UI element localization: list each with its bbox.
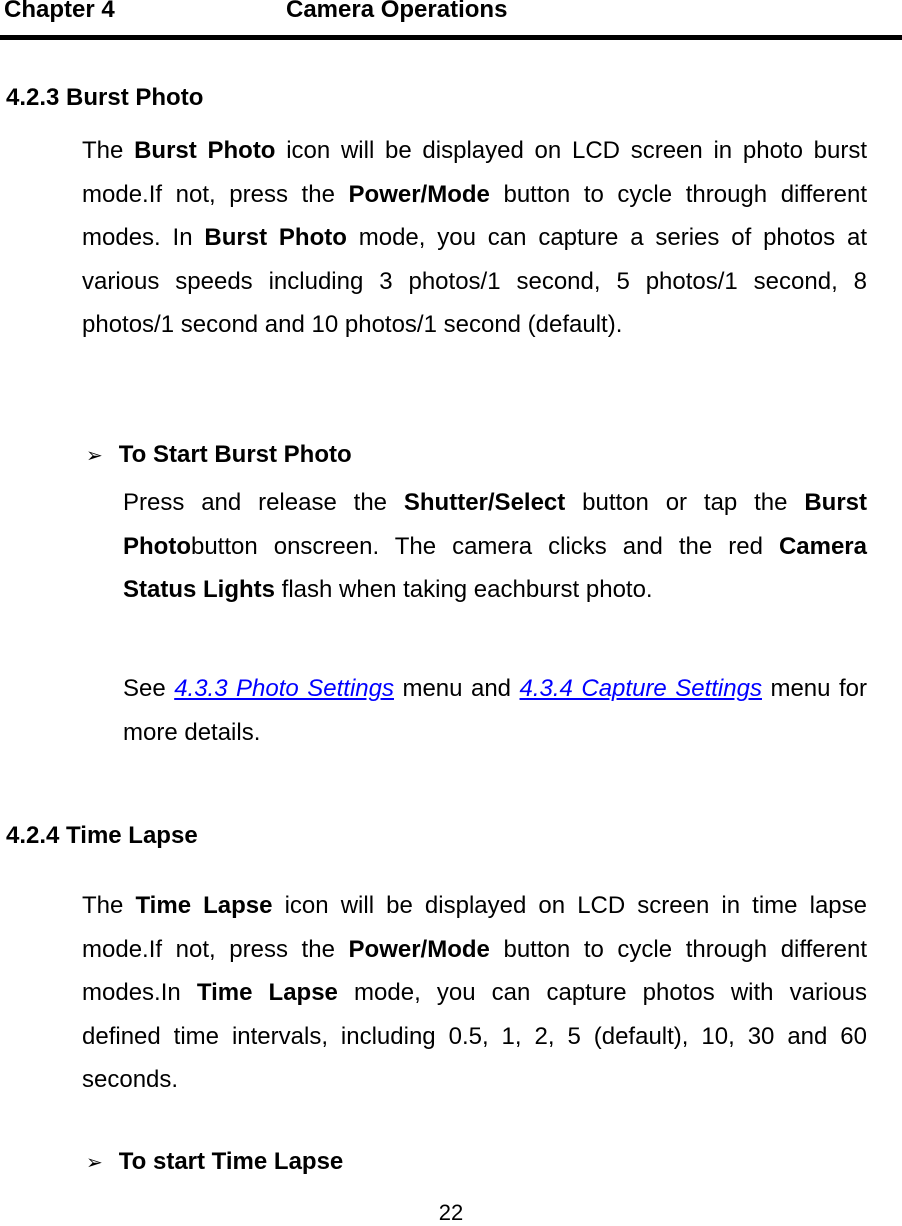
time-lapse-intro — [82, 884, 867, 1102]
text: icon will be displayed on LCD screen in time lapse mode.If not, press the — [82, 892, 867, 963]
text: menu and — [393, 675, 520, 702]
bold-term: Burst Photo — [123, 489, 868, 560]
text: button to cycle through different modes. In — [82, 180, 867, 251]
bold-term: Burst Photo — [134, 137, 276, 164]
link-photo-settings[interactable]: 4.3.3 Photo Settings — [174, 675, 394, 702]
text: The — [82, 137, 135, 164]
arrow-bullet-icon: ➢ — [86, 444, 103, 467]
arrow-bullet-icon: ➢ — [86, 1151, 103, 1174]
page-header — [0, 0, 902, 40]
text: The — [82, 892, 136, 919]
subheading-label: To Start Burst Photo — [118, 441, 352, 468]
text: mode, you can capture a series of photos at various speeds including 3 photos/1 second, 5 photos/1 second, 8 photos/1 second and 10 photos/1 second (default). — [82, 224, 867, 338]
subheading-start-burst-photo — [86, 441, 352, 469]
bold-term: Time Lapse — [196, 979, 338, 1006]
text: button or tap the — [565, 489, 805, 516]
text: button onscreen. The camera clicks and the red — [190, 532, 779, 560]
bold-term: Power/Mode — [348, 180, 490, 208]
chapter-label: Chapter 4 — [4, 0, 115, 23]
text: menu for more details. — [123, 675, 867, 746]
text: Press and release the — [123, 489, 404, 516]
section-heading-burst-photo: 4.2.3 Burst Photo — [6, 84, 204, 111]
bold-term: Burst Photo — [204, 224, 347, 251]
bold-term: Power/Mode — [348, 935, 490, 963]
page-number: 22 — [438, 1200, 464, 1225]
subheading-label: To start Time Lapse — [118, 1148, 344, 1175]
burst-photo-intro — [82, 129, 867, 347]
bold-term: Time Lapse — [135, 892, 273, 919]
burst-photo-steps — [123, 481, 867, 612]
bold-term: Shutter/Select — [403, 489, 566, 516]
text: mode, you can capture photos with various defined time intervals, including 0.5, 1, 2, 5 (default), 10, 30 and 60 seconds. — [82, 979, 867, 1093]
link-capture-settings[interactable]: 4.3.4 Capture Settings — [519, 675, 762, 702]
chapter-title: Camera Operations — [286, 0, 508, 23]
header-rule — [0, 35, 902, 40]
text: flash when taking eachburst photo. — [275, 576, 653, 603]
section-heading-time-lapse: 4.2.4 Time Lapse — [6, 822, 198, 849]
bold-term: Camera Status Lights — [123, 532, 867, 603]
burst-photo-see-also — [123, 667, 867, 754]
subheading-start-time-lapse — [86, 1148, 343, 1176]
text: See — [123, 675, 175, 702]
text: button to cycle through different modes.In — [82, 935, 867, 1006]
text: icon will be displayed on LCD screen in photo burst mode.If not, press the — [82, 137, 868, 208]
